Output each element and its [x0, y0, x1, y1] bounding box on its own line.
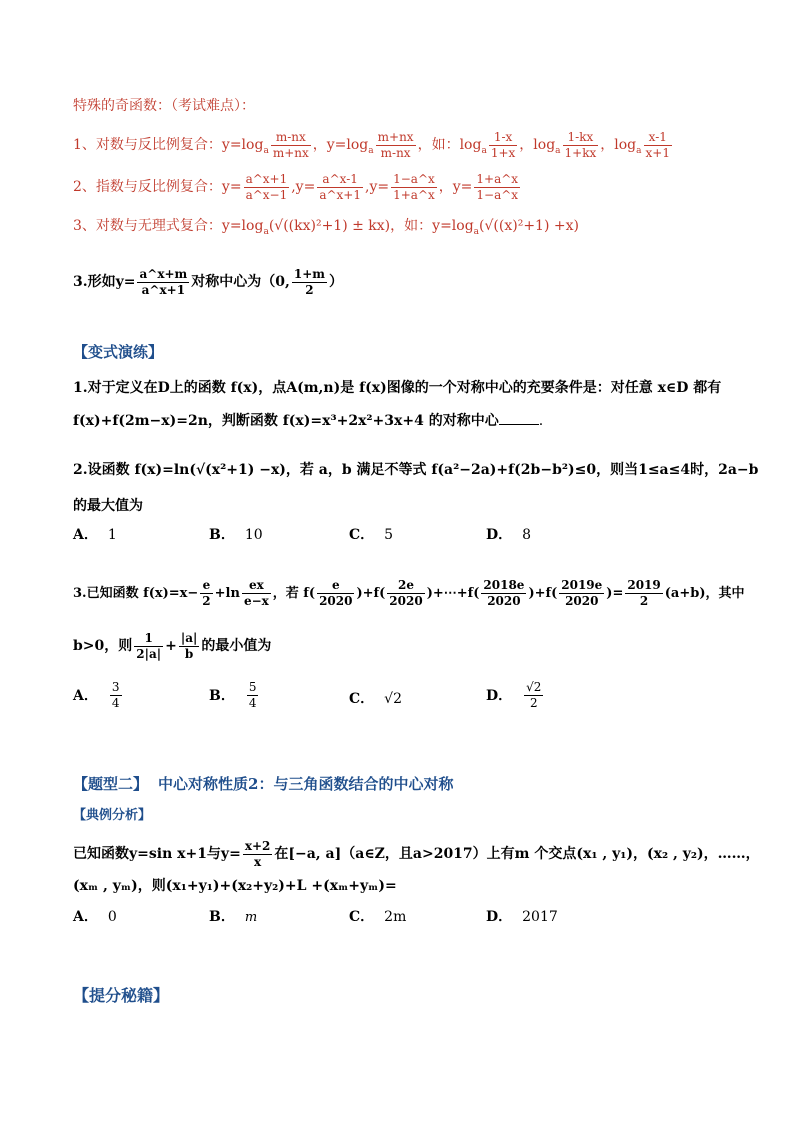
q3-line-2: b>0，则 $\frac{1}{2|a|}$ + $\frac{|a|}{b}$ 的最小值为: [73, 630, 272, 661]
q2-option-b[interactable]: B． 10: [209, 527, 263, 543]
tips-heading: 【提分秘籍】: [73, 986, 170, 1005]
q3-line-1: 3.已知函数 f(x)=x− $\frac{e}{2}$ +ln $\frac{ex}{e-x}$ ，若 f( $\frac{e}{2020}$ )+f( $\frac{2e}{2020}$ )+⋯+f( $\frac{2018e}{2020}$ )+f( $\frac{2019e}{2020}$ )= $\frac{2019}{2}$ (a+b)，其中: [73, 578, 745, 608]
item2-fraction-1: $\frac{a\^{}x+1}{a\^{}x-1}$: [245, 171, 288, 202]
special-item-3: 3、对数与无理式复合：$y=\log_a(√((kx)^2+1) \pm kx)$，如：$y=\log_a(√((x)^2+1) +x)$: [73, 218, 579, 237]
q3-option-d[interactable]: D． $\frac{√2}{2}$: [486, 680, 542, 710]
shape-fraction: $\frac{a\^{}x+m}{a\^{}x+1}$: [139, 266, 188, 297]
example-line-2: (xₘ , yₘ)，则(x₁+y₁)+(x₂+y₂)+L +(xₘ+yₘ)=: [73, 878, 397, 894]
q2-line-2: 的最大值为: [73, 498, 143, 514]
example-option-b[interactable]: B． m: [209, 909, 258, 925]
special-heading: 特殊的奇函数：（考试难点）：: [73, 98, 255, 114]
q2-option-c[interactable]: C． 5: [349, 527, 394, 543]
item1-base: a: [263, 145, 269, 156]
item1-eq1: y=log: [221, 137, 264, 153]
special-item-2: 2、指数与反比例复合：y= $\frac{a\^{}x+1}{a\^{}x-1}$ ,y= $\frac{a\^{}x-1}{a\^{}x+1}$ ,y= $\frac{1-a\^{}x}{1+a\^{}x}$ ，y= $\frac{1+a\^{}x}{1-a\^{}x}$: [73, 171, 519, 202]
q3-option-a[interactable]: A． $\frac{3}{4}$: [73, 680, 120, 710]
item1-fraction-5: $\frac{x-1}{x+1}$: [645, 129, 670, 160]
example-option-c[interactable]: C． 2m: [349, 909, 407, 925]
example-analysis-heading: 【典例分析】: [73, 808, 152, 823]
q2-line-1: 2.设函数 f(x)=ln(√(x²+1) −x)，若 a，b 满足不等式 f(a²−2a)+f(2b−b²)≤0，则当1≤a≤4时，2a−b: [73, 462, 759, 478]
q3-option-b[interactable]: B． $\frac{5}{4}$: [209, 680, 257, 710]
item1-fraction-2: $\frac{m+nx}{m-nx}$: [377, 129, 414, 160]
special-item-1: 1、对数与反比例复合：$y=\log_a$ $\frac{m-nx}{m+nx}$ ，$y=\log_a$ $\frac{m+nx}{m-nx}$ ，如：$\log_a$ $\frac{1-x}{1+x}$ ，$\log_a$ $\frac{1-kx}{1+kx}$ ，$\log_a$ $\frac{x-1}{x+1}$: [73, 129, 670, 160]
type2-heading: 【题型二】 中心对称性质2：与三角函数结合的中心对称: [73, 775, 454, 793]
q1-line-1: 1.对于定义在D上的函数 f(x)，点A(m,n)是 f(x)图像的一个对称中心的充要条件是：对任意 x∈D 都有: [73, 380, 722, 396]
example-line-1: 已知函数y=sin x+1与y= $\frac{x+2}{x}$ 在[−a, a]（a∈Z，且a>2017）上有m 个交点(x₁ , y₁)，(x₂ , y₂)，……，: [73, 838, 760, 869]
q2-option-d[interactable]: D． 8: [486, 527, 532, 543]
item1-fraction-4: $\frac{1-kx}{1+kx}$: [564, 129, 597, 160]
item1-fraction-3: $\frac{1-x}{1+x}$: [490, 129, 516, 160]
practice-heading: 【变式演练】: [73, 343, 164, 361]
item2-fraction-4: $\frac{1+a\^{}x}{1-a\^{}x}$: [476, 171, 519, 202]
item1-fraction-1: $\frac{m-nx}{m+nx}$: [272, 129, 309, 160]
example-option-d[interactable]: D． 2017: [486, 909, 558, 925]
q1-line-2: f(x)+f(2m−x)=2n，判断函数 f(x)=x³+2x²+3x+4 的对称中心 .: [73, 410, 543, 431]
q2-option-a[interactable]: A． 1: [73, 527, 117, 543]
item2-label: 2、指数与反比例复合：: [73, 179, 222, 195]
shape-center-fraction: $\frac{1+m}{2}$: [293, 266, 325, 297]
item1-label: 1、对数与反比例复合：: [73, 137, 222, 153]
answer-blank: [499, 410, 539, 425]
q3-option-c[interactable]: C． √2: [349, 691, 402, 707]
example-option-a[interactable]: A． 0: [73, 909, 117, 925]
item2-fraction-3: $\frac{1-a\^{}x}{1+a\^{}x}$: [393, 171, 435, 202]
item2-fraction-2: $\frac{a\^{}x-1}{a\^{}x+1}$: [319, 171, 361, 202]
symmetry-center-rule: 3.形如y= $\frac{a\^{}x+m}{a\^{}x+1}$ 对称中心为（0, $\frac{1+m}{2}$ ）: [73, 266, 343, 297]
